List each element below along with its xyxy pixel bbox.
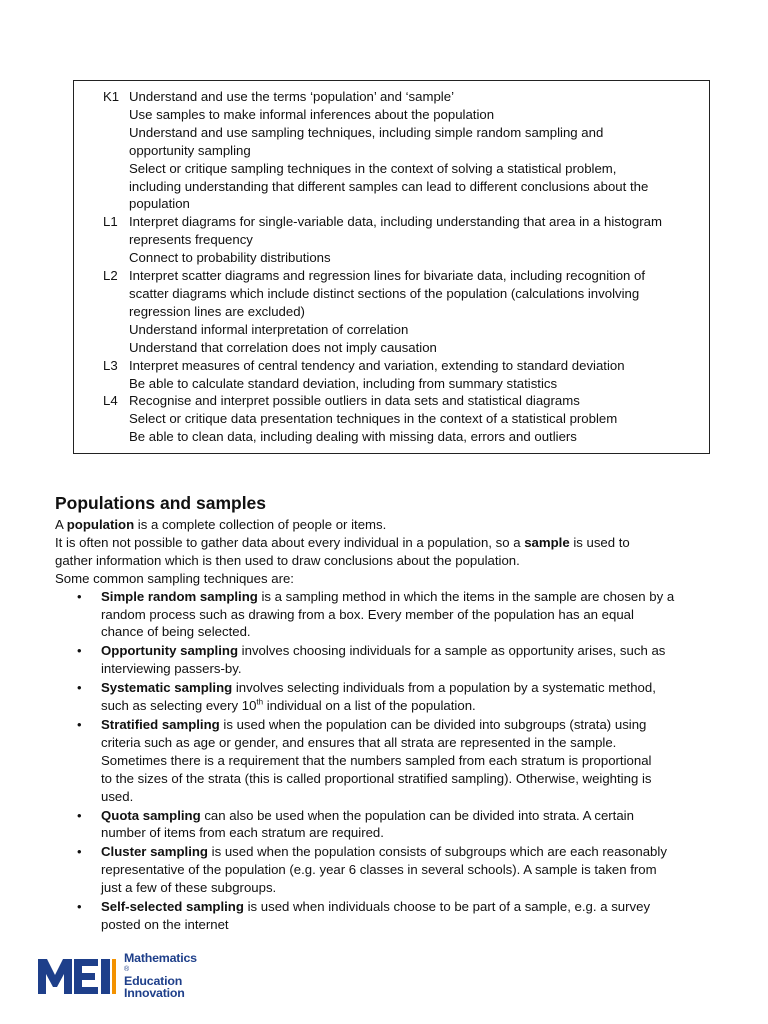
objective-line: Understand and use the terms ‘population’ and ‘sample’ — [129, 89, 454, 104]
bullet-icon: • — [77, 680, 82, 696]
mei-logo-icon — [38, 958, 120, 994]
objective-l4 — [74, 392, 709, 446]
objective-code: K1 — [103, 89, 120, 104]
list-item-self-selected — [55, 898, 710, 934]
objective-line: opportunity sampling — [129, 142, 251, 158]
text-span: is used to — [569, 534, 630, 550]
text-span: representative of the population (e.g. year 6 classes in several schools). A sample is taken from — [101, 862, 657, 878]
objective-line: Connect to probability distributions — [129, 250, 331, 266]
text-span: random process such as drawing from a box. Every member of the population has an equal — [101, 606, 634, 622]
objective-line: Be able to calculate standard deviation, including from summary statistics — [129, 375, 558, 391]
objective-line: Interpret scatter diagrams and regression lines for bivariate data, including recognition of — [129, 268, 646, 284]
objectives-box — [73, 80, 710, 454]
logo-line-1: Mathematics — [124, 950, 197, 965]
mei-logo — [38, 950, 197, 1000]
population-definition — [55, 516, 710, 534]
objective-line: Understand informal interpretation of correlation — [129, 321, 409, 337]
text-span: can also be used when the population can be divided into strata. A certain — [200, 807, 634, 823]
text-span: such as selecting every 10 — [101, 698, 257, 714]
bullet-icon: • — [77, 716, 82, 732]
populations-section — [55, 492, 710, 935]
text-span: It is often not possible to gather data about every individual in a population, so a — [55, 534, 525, 550]
text-span: individual on a list of the population. — [263, 698, 476, 714]
text-span: involves choosing individuals for a sample as opportunity arises, such as — [238, 643, 666, 659]
objective-code: L3 — [103, 357, 118, 373]
text-span: to the sizes of the strata (this is called proportional stratified sampling). Otherwise, weighting is — [101, 770, 652, 786]
objective-line: including understanding that different samples can lead to different conclusions about the — [129, 178, 649, 194]
section-heading: Populations and samples — [55, 493, 267, 513]
term: Cluster sampling — [101, 844, 208, 860]
techniques-intro: Some common sampling techniques are: — [55, 570, 294, 586]
logo-wordmark — [124, 950, 197, 1000]
objective-code: L1 — [103, 214, 118, 230]
objective-line: represents frequency — [129, 232, 253, 248]
term: Systematic sampling — [101, 680, 233, 696]
objective-l1 — [74, 213, 709, 267]
list-item-systematic — [55, 679, 710, 715]
objective-line: Select or critique data presentation techniques in the context of a statistical problem — [129, 411, 618, 427]
list-item-quota — [55, 807, 710, 843]
objective-line: Interpret measures of central tendency and variation, extending to standard deviation — [129, 357, 625, 373]
sample-definition — [55, 534, 710, 570]
objective-code: L4 — [103, 393, 118, 409]
objective-line: Select or critique sampling techniques in the context of solving a statistical problem, — [129, 160, 617, 176]
text-span: just a few of these subgroups. — [101, 880, 277, 896]
term-population: population — [66, 517, 135, 532]
list-item-opportunity — [55, 642, 710, 678]
objective-line: population — [129, 196, 190, 212]
objective-line: Understand and use sampling techniques, including simple random sampling and — [129, 124, 604, 140]
objective-line: Use samples to make informal inferences about the population — [129, 106, 495, 122]
text-span: A — [55, 517, 67, 532]
bullet-icon: • — [77, 807, 82, 823]
bullet-icon: • — [77, 643, 82, 659]
text-span: is used when the population consists of subgroups which are each reasonably — [208, 844, 667, 860]
text-span: is a complete collection of people or items. — [134, 517, 387, 532]
text-span: is used when the population can be divided into subgroups (strata) using — [219, 716, 647, 732]
term: Stratified sampling — [101, 716, 220, 732]
objective-line: Recognise and interpret possible outliers in data sets and statistical diagrams — [129, 393, 580, 409]
list-item-simple-random — [55, 588, 710, 642]
text-span: used. — [101, 788, 134, 804]
objective-k1 — [74, 88, 709, 213]
text-span: posted on the internet — [101, 916, 229, 932]
objective-line: Understand that correlation does not imply causation — [129, 339, 437, 355]
term: Simple random sampling — [101, 588, 258, 604]
list-item-cluster — [55, 843, 710, 897]
superscript: th — [256, 697, 264, 707]
objective-line: Be able to clean data, including dealing with missing data, errors and outliers — [129, 429, 577, 445]
text-span: criteria such as age or gender, and ensures that all strata are represented in the sample. — [101, 734, 617, 750]
list-item-stratified — [55, 716, 710, 806]
bullet-icon: • — [77, 899, 82, 915]
bullet-icon: • — [77, 588, 82, 604]
term: Quota sampling — [101, 807, 201, 823]
objective-line: Interpret diagrams for single-variable data, including understanding that area in a histogram — [129, 214, 662, 230]
text-span: is used when individuals choose to be part of a sample, e.g. a survey — [243, 899, 651, 915]
term-sample: sample — [524, 534, 570, 550]
text-span: gather information which is then used to draw conclusions about the population. — [55, 552, 520, 568]
text-span: Sometimes there is a requirement that the numbers sampled from each stratum is proportional — [101, 752, 652, 768]
logo-line-2: Education — [124, 974, 183, 988]
objective-l2 — [74, 267, 709, 357]
techniques-list — [55, 588, 710, 934]
text-span: number of items from each stratum are required. — [101, 825, 384, 841]
logo-line-3: Innovation — [124, 985, 185, 1000]
objective-code: L2 — [103, 268, 118, 284]
objective-line: regression lines are excluded) — [129, 303, 305, 319]
text-span: chance of being selected. — [101, 624, 251, 640]
text-span: involves selecting individuals from a population by a systematic method, — [232, 680, 656, 696]
term: Opportunity sampling — [101, 643, 239, 659]
text-span: is a sampling method in which the items in the sample are chosen by a — [257, 588, 675, 604]
objective-l3 — [74, 357, 709, 393]
objective-line: scatter diagrams which include distinct sections of the population (calculations involving — [129, 285, 640, 301]
term: Self-selected sampling — [101, 899, 244, 915]
text-span: interviewing passers-by. — [101, 661, 242, 677]
registered-mark: ® — [124, 966, 129, 974]
bullet-icon: • — [77, 844, 82, 860]
